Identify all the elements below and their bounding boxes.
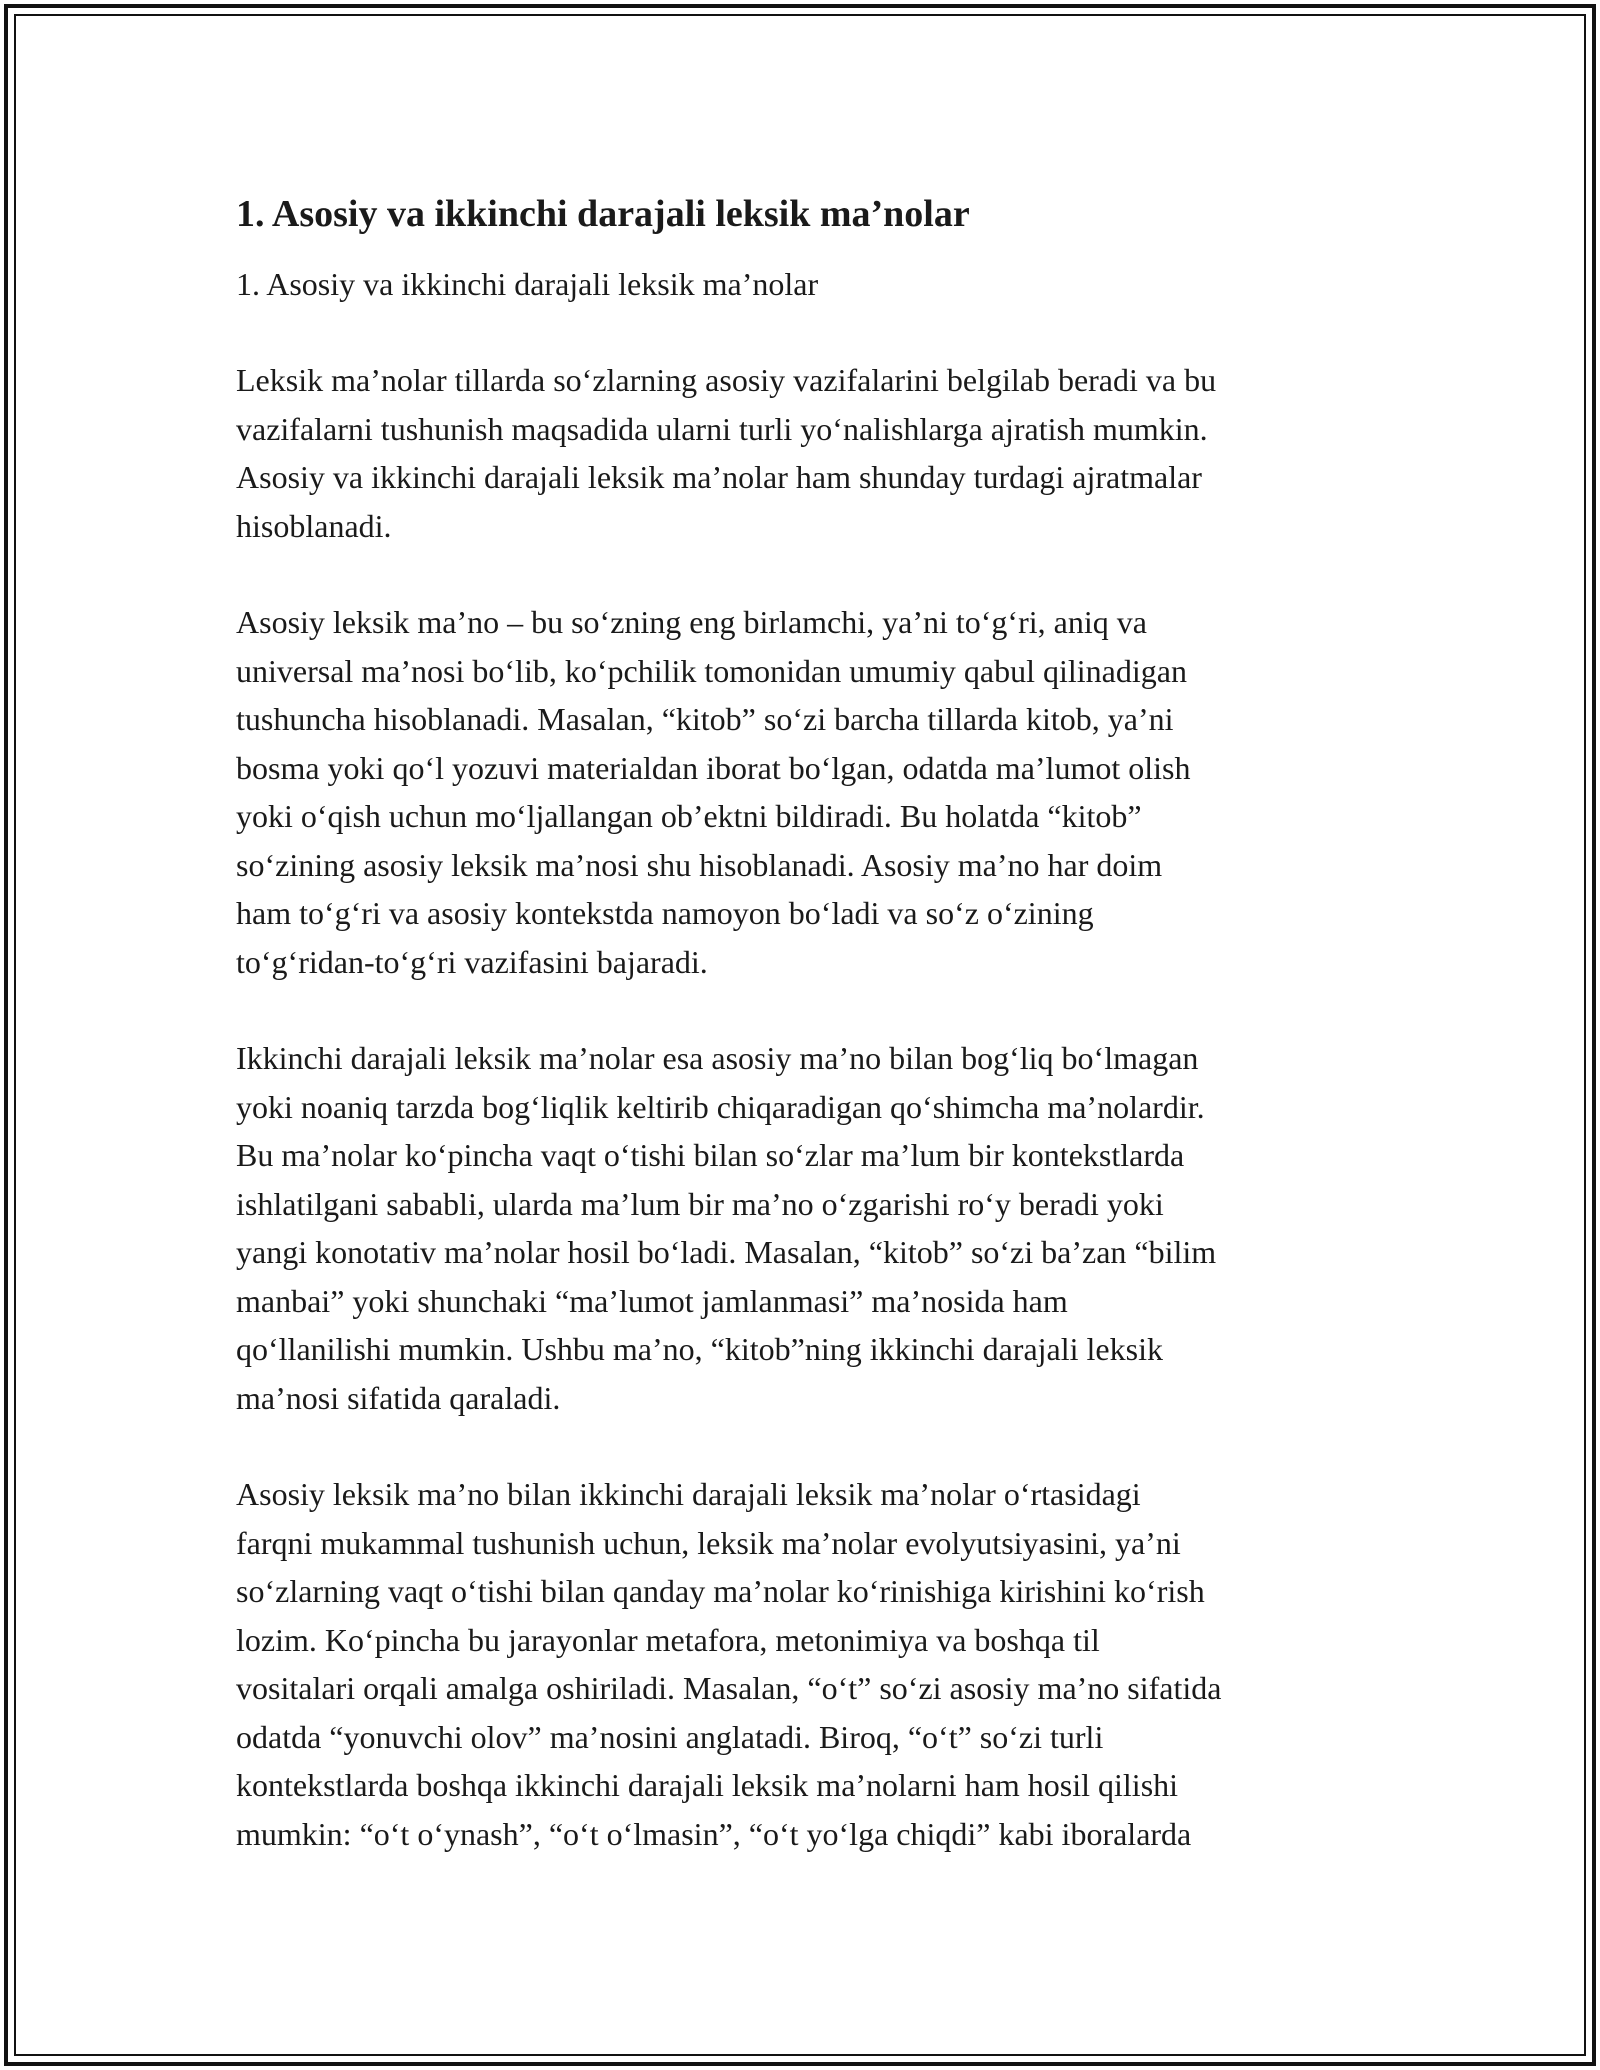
paragraph-4 [236,1470,1366,1858]
paragraph-line: so‘zlarning vaqt o‘tishi bilan qanday ma’nolar ko‘rinishiga kirishini ko‘rish [236,1573,1205,1609]
section-title: 1. Asosiy va ikkinchi darajali leksik ma’nolar [236,266,819,302]
paragraph-line: odatda “yonuvchi olov” ma’nosini anglatadi. Biroq, “o‘t” so‘zi turli [236,1718,1104,1755]
paragraph-line: yangi konotativ ma’nolar hosil bo‘ladi. Masalan, “kitob” so‘zi ba’zan “bilim [236,1234,1217,1270]
paragraph-line: ma’nosi sifatida qaraladi. [236,1379,561,1416]
paragraph-line: Bu ma’nolar ko‘pincha vaqt o‘tishi bilan so‘zlar ma’lum bir kontekstlarda [236,1137,1185,1173]
paragraph-line: yoki o‘qish uchun mo‘ljallangan ob’ektni bildiradi. Bu holatda “kitob” [236,798,1142,834]
paragraph-line: Ikkinchi darajali leksik ma’nolar esa asosiy ma’no bilan bog‘liq bo‘lmagan [236,1040,1199,1076]
document-body [236,188,1366,1906]
paragraph-line: ham to‘g‘ri va asosiy kontekstda namoyon bo‘ladi va so‘z o‘zining [236,895,1094,931]
document-heading: 1. Asosiy va ikkinchi darajali leksik ma’nolar [236,193,970,235]
paragraph-line: bosma yoki qo‘l yozuvi materialdan iborat bo‘lgan, odatda ma’lumot olish [236,749,1191,786]
paragraph-line: Asosiy va ikkinchi darajali leksik ma’nolar ham shunday turdagi ajratmalar [236,459,1202,495]
paragraph-line: vazifalarni tushunish maqsadida ularni turli yo‘nalishlarga ajratish mumkin. [236,410,1208,447]
paragraph-line: universal ma’nosi bo‘lib, ko‘pchilik tomonidan umumiy qabul qilinadigan [236,652,1187,689]
paragraph-line: Asosiy leksik ma’no bilan ikkinchi darajali leksik ma’nolar o‘rtasidagi [236,1476,1141,1512]
paragraph-line: tushuncha hisoblanadi. Masalan, “kitob” so‘zi barcha tillarda kitob, ya’ni [236,701,1174,737]
paragraph-3 [236,1034,1366,1422]
paragraph-line: ishlatilgani sababli, ularda ma’lum bir ma’no o‘zgarishi ro‘y beradi yoki [236,1185,1164,1222]
paragraph-line: kontekstlarda boshqa ikkinchi darajali leksik ma’nolarni ham hosil qilishi [236,1767,1179,1803]
paragraph-line: vositalari orqali amalga oshiriladi. Masalan, “o‘t” so‘zi asosiy ma’no sifatida [236,1670,1222,1706]
paragraph-line: qo‘llanilishi mumkin. Ushbu ma’no, “kitob”ning ikkinchi darajali leksik [236,1331,1163,1367]
paragraph-line: manbai” yoki shunchaki “ma’lumot jamlanmasi” ma’nosida ham [236,1282,1068,1319]
paragraph-line: Asosiy leksik ma’no – bu so‘zning eng birlamchi, ya’ni to‘g‘ri, aniq va [236,604,1147,640]
paragraph-2 [236,598,1366,986]
paragraph-1 [236,356,1366,550]
paragraph-line: so‘zining asosiy leksik ma’nosi shu hisoblanadi. Asosiy ma’no har doim [236,846,1163,883]
paragraph-line: hisoblanadi. [236,507,392,544]
paragraph-line: yoki noaniq tarzda bog‘liqlik keltirib chiqaradigan qo‘shimcha ma’nolardir. [236,1088,1205,1125]
paragraph-line: mumkin: “o‘t o‘ynash”, “o‘t o‘lmasin”, “o‘t yo‘lga chiqdi” kabi iboralarda [236,1815,1192,1852]
paragraph-line: Leksik ma’nolar tillarda so‘zlarning asosiy vazifalarini belgilab beradi va bu [236,362,1217,398]
paragraph-line: farqni mukammal tushunish uchun, leksik ma’nolar evolyutsiyasini, ya’ni [236,1524,1181,1561]
paragraph-line: to‘g‘ridan-to‘g‘ri vazifasini bajaradi. [236,943,708,980]
paragraph-line: lozim. Ko‘pincha bu jarayonlar metafora, metonimiya va boshqa til [236,1621,1100,1658]
